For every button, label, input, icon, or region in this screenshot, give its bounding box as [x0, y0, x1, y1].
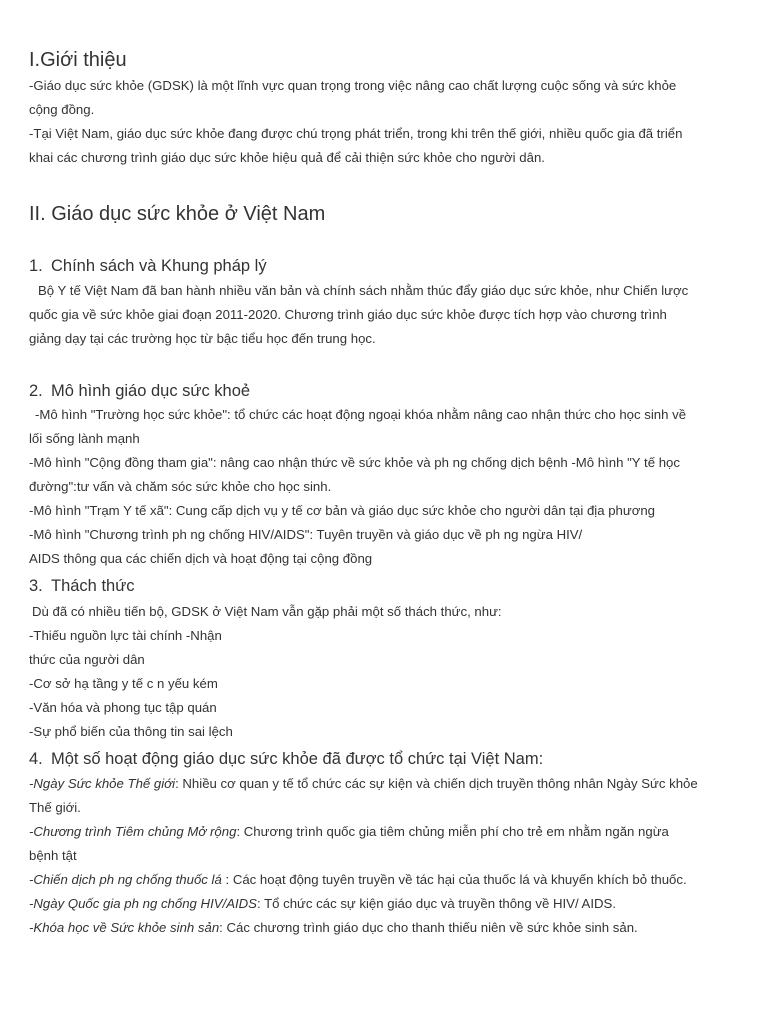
intro-para1-line1: -Giáo dục sức khỏe (GDSK) là một lĩnh vực quan trọng trong việc nâng cao chất lượng cuộc sống và sức khỏe	[29, 78, 677, 93]
models-line5: -Mô hình "Trạm Y tế xã": Cung cấp dịch vụ y tế cơ bản và giáo dục sức khỏe cho người dân tại địa phương	[29, 503, 656, 518]
activity-title: -Ngày Sức khỏe Thế giới	[29, 776, 176, 791]
policy-line3: giảng dạy tại các trường học từ bậc tiểu học đến trung học.	[29, 331, 376, 346]
activity-title: -Khóa học về Sức khỏe sinh sản	[29, 920, 220, 935]
policy-number: 1.	[29, 257, 43, 275]
challenges-intro: Dù đã có nhiều tiến bộ, GDSK ở Việt Nam vẫn gặp phải một số thách thức, như:	[32, 604, 502, 619]
activities-heading	[29, 748, 543, 770]
intro-para1-line2: cộng đồng.	[29, 102, 95, 117]
activity-world-health-day	[29, 772, 741, 796]
challenges-item2: -Cơ sở hạ tầng y tế c n yếu kém	[29, 676, 218, 691]
activities-number: 4.	[29, 750, 43, 768]
activity-title: -Chiến dịch ph ng chống thuốc lá	[29, 872, 222, 887]
challenges-item3: -Văn hóa và phong tục tập quán	[29, 700, 217, 715]
models-line4: đường":tư vấn và chăm sóc sức khỏe cho học sinh.	[29, 479, 332, 494]
activity-text-cont: bệnh tật	[29, 848, 77, 863]
challenges-heading	[29, 575, 135, 597]
activities-title: Một số hoạt động giáo dục sức khỏe đã được tổ chức tại Việt Nam:	[51, 750, 544, 768]
activity-text: : Các chương trình giáo dục cho thanh thiếu niên về sức khỏe sinh sản.	[219, 920, 638, 935]
models-title: Mô hình giáo dục sức khoẻ	[51, 382, 251, 400]
policy-title: Chính sách và Khung pháp lý	[51, 257, 267, 275]
activity-text: : Chương trình quốc gia tiêm chủng miễn phí cho trẻ em nhằm ngăn ngừa	[236, 824, 669, 839]
activity-text: : Tổ chức các sự kiện giáo dục và truyền thông về HIV/ AIDS.	[256, 896, 616, 911]
intro-para2-line2: khai các chương trình giáo dục sức khỏe hiệu quả để cải thiện sức khỏe cho người dân.	[29, 150, 545, 165]
challenges-item4: -Sự phổ biến của thông tin sai lệch	[29, 724, 233, 739]
activity-anti-tobacco	[29, 868, 741, 892]
intro-heading: I.Giới thiệu	[29, 49, 127, 71]
models-line1: -Mô hình "Trường học sức khỏe": tổ chức các hoạt động ngoại khóa nhằm nâng cao nhận thức cho học sinh về	[35, 407, 687, 422]
models-line6: -Mô hình "Chương trình ph ng chống HIV/AIDS": Tuyên truyền và giáo dục về ph ng ngừa HIV/	[29, 527, 583, 542]
activity-text: : Nhiều cơ quan y tế tổ chức các sự kiện và chiến dịch truyền thông nhân Ngày Sức khỏe	[175, 776, 698, 791]
models-heading	[29, 380, 250, 402]
intro-para2-line1: -Tại Việt Nam, giáo dục sức khỏe đang được chú trọng phát triển, trong khi trên thế giới, nhiều quốc gia đã triển	[29, 126, 683, 141]
activity-reproductive-health	[29, 916, 741, 940]
models-line7: AIDS thông qua các chiến dịch và hoạt động tại cộng đồng	[29, 551, 373, 566]
vietnam-heading: II. Giáo dục sức khỏe ở Việt Nam	[29, 203, 326, 225]
challenges-item1b: thức của người dân	[29, 652, 145, 667]
models-line2: lối sống lành mạnh	[29, 431, 140, 446]
policy-line1: Bộ Y tế Việt Nam đã ban hành nhiều văn bản và chính sách nhằm thúc đẩy giáo dục sức khỏe, như Chiến lược	[38, 283, 689, 298]
policy-heading	[29, 255, 267, 277]
activity-title: -Chương trình Tiêm chủng Mở rộng	[29, 824, 237, 839]
activity-immunization	[29, 820, 741, 844]
policy-line2: quốc gia về sức khỏe giai đoạn 2011-2020. Chương trình giáo dục sức khỏe được tích hợp vào chương trình	[29, 307, 667, 322]
activity-text: : Các hoạt động tuyên truyền về tác hại của thuốc lá và khuyến khích bỏ thuốc.	[221, 872, 687, 887]
activity-title: -Ngày Quốc gia ph ng chống HIV/AIDS	[29, 896, 257, 911]
challenges-item1: -Thiếu nguồn lực tài chính -Nhận	[29, 628, 222, 643]
activity-hiv-day	[29, 892, 741, 916]
models-line3: -Mô hình "Cộng đồng tham gia": nâng cao nhận thức về sức khỏe và ph ng chống dịch bệnh -Mô hình "Y tế học	[29, 455, 680, 470]
challenges-number: 3.	[29, 577, 43, 595]
challenges-title: Thách thức	[51, 577, 135, 595]
activity-text-cont: Thế giới.	[29, 800, 81, 815]
models-number: 2.	[29, 382, 43, 400]
